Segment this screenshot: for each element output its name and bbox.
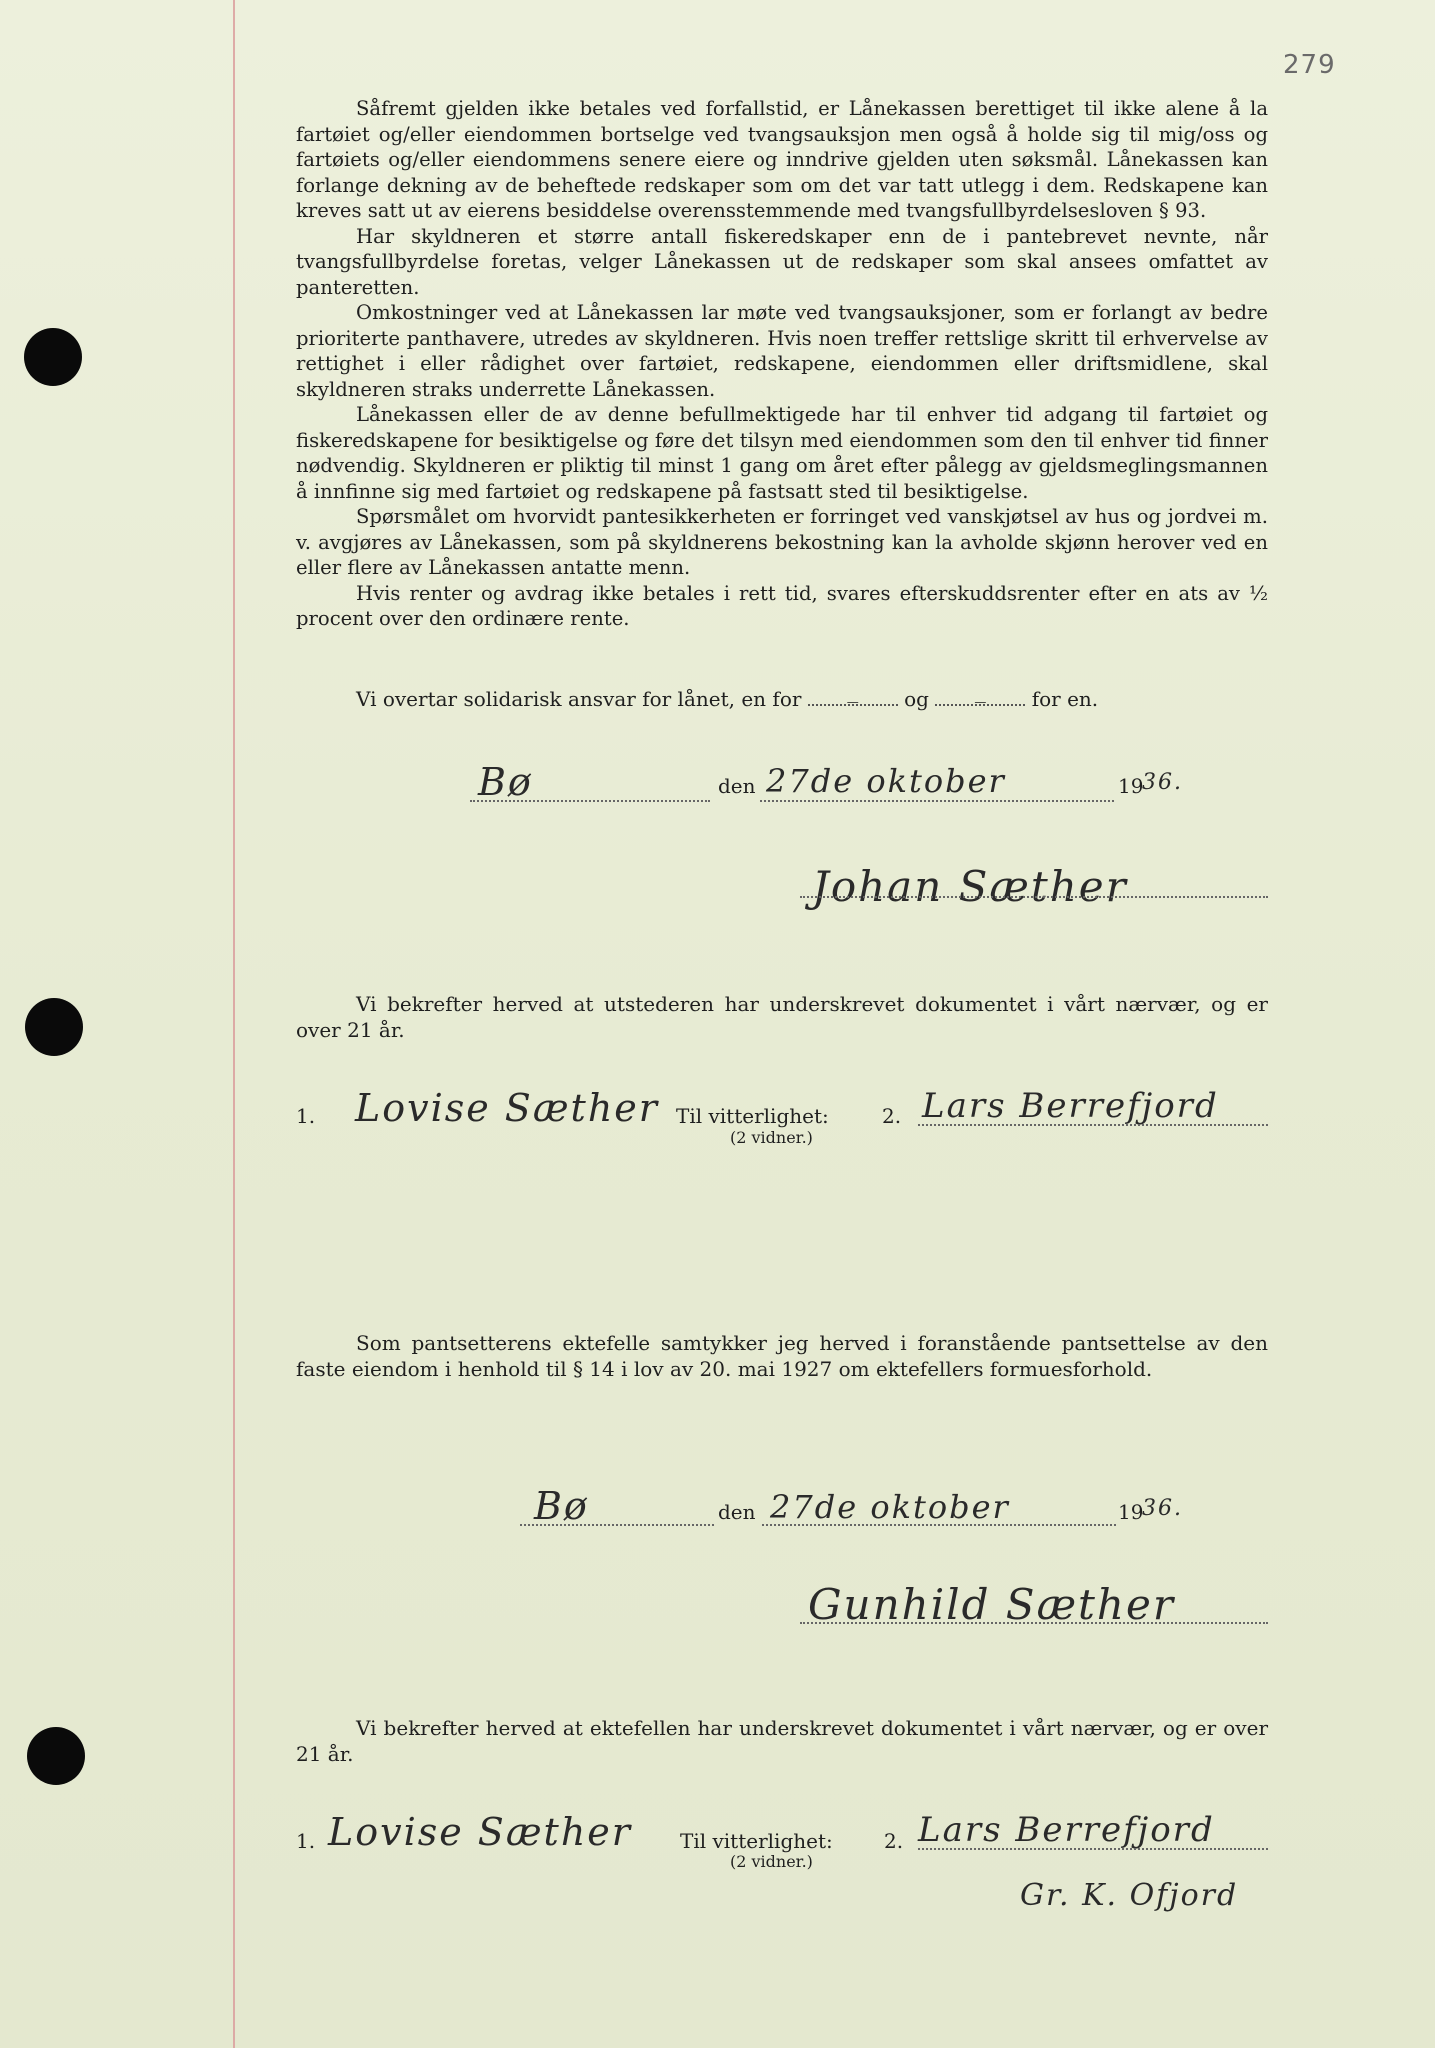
punch-hole-top [24, 328, 82, 386]
den-label-1: den [718, 774, 756, 798]
signature-1: Johan Sæther [812, 862, 1128, 911]
place-line-2 [520, 1524, 714, 1526]
signature-line-2 [800, 1622, 1268, 1624]
signature-line-1 [800, 896, 1268, 898]
guarantee-line [356, 687, 1276, 712]
terms-text [296, 96, 1268, 632]
witness-num-1b: 2. [882, 1104, 902, 1128]
blank-one: — [808, 690, 898, 706]
witness-1a: Lovise Sæther [355, 1086, 659, 1130]
witness-label-2: Til vitterlighet: [680, 1829, 833, 1853]
guarantee-start: Vi overtar solidarisk ansvar for lånet, en for [356, 687, 802, 711]
blank-two: — [935, 690, 1025, 706]
initials-note: Gr. K. Ofjord [1020, 1878, 1239, 1913]
witness-sub-1: (2 vidner.) [730, 1128, 813, 1147]
consent-sentence: Som pantsetterens ektefelle samtykker jeg herved i foranstående pantsettelse av den faste eiendom i henhold til § 14 i lov av 20. mai 1927 om ektefellers formuesforhold. [296, 1331, 1268, 1381]
attest-text-2 [296, 1715, 1268, 1767]
witness-line-1 [918, 1124, 1268, 1126]
paragraph-3: Omkostninger ved at Lånekassen lar møte ved tvangsauksjoner, som er forlangt av bedre prioriterte panthavere, utredes av skyldneren. Hvis noen treffer rettslige skritt til erhvervelse av rettighet i eller rådighet over fartøiet, redskapene, eiendommen eller driftsmidlene, skal skyldneren straks underrette Lånekassen. [296, 301, 1268, 401]
paragraph-5: Spørsmålet om hvorvidt pantesikkerheten er forringet ved vanskjøtsel av hus og jordvei m. v. avgjøres av Lånekassen, som på skyldnerens bekostning kan la avholde skjønn herover ved en eller flere av Lånekassen antatte menn. [296, 505, 1268, 579]
paragraph-1: Såfremt gjelden ikke betales ved forfallstid, er Lånekassen berettiget til ikke alene å la fartøiet og/eller eiendommen bortselge ved tvangsauksjon men også å holde sig til mig/oss og fartøiets og/eller eiendommens senere eiere og inndrive gjelden uten søksmål. Lånekassen kan forlange dekning av de beheftede redskaper som om det var tatt utlegg i dem. Redskapene kan kreves satt ut av eierens besiddelse overensstemmende med tvangsfullbyrdelsesloven § 93. [296, 97, 1268, 222]
witness-label-1: Til vitterlighet: [676, 1104, 829, 1128]
consent-text [296, 1330, 1268, 1382]
paragraph-2: Har skyldneren et større antall fiskeredskaper enn de i pantebrevet nevnte, når tvangsfullbyrdelse foretas, velger Lånekassen ut de redskaper som skal ansees omfattet av panteretten. [296, 224, 1268, 299]
year-suffix-2: 36. [1142, 1496, 1183, 1521]
punch-hole-bottom [27, 1727, 85, 1785]
witness-num-2a: 1. [296, 1829, 316, 1853]
place-1: Bø [478, 760, 533, 804]
witness-1b: Lars Berrefjord [922, 1086, 1219, 1126]
den-label-2: den [718, 1500, 756, 1524]
year-prefix-1: 19 [1118, 774, 1144, 798]
attest-sentence-2: Vi bekrefter herved at ektefellen har underskrevet dokumentet i vårt nærvær, og er over 21 år. [296, 1716, 1268, 1766]
witness-sub-2: (2 vidner.) [730, 1852, 813, 1871]
page-number: 279 [1283, 50, 1336, 80]
date-line-2 [762, 1524, 1116, 1526]
paragraph-4: Lånekassen eller de av denne befullmektigede har til enhver tid adgang til fartøiet og fiskeredskapene for besiktigelse og føre det tilsyn med eiendommen som den til enhver tid finner nødvendig. Skyldneren er pliktig til minst 1 gang om året efter pålegg av gjeldsmeglingsmannen å innfinne sig med fartøiet og redskapene på fastsatt sted til besiktigelse. [296, 403, 1268, 503]
punch-hole-middle [25, 998, 83, 1056]
witness-2b: Lars Berrefjord [918, 1810, 1215, 1850]
attest-text-1 [296, 991, 1268, 1043]
place-line-1 [470, 800, 710, 802]
year-suffix-1: 36. [1142, 770, 1183, 795]
paragraph-6: Hvis renter og avdrag ikke betales i rett tid, svares efterskuddsrenter efter en ats av ½ procent over den ordinære rente. [296, 581, 1268, 630]
witness-2a: Lovise Sæther [328, 1810, 632, 1854]
witness-num-1a: 1. [296, 1104, 316, 1128]
date-1: 27de oktober [766, 762, 1006, 800]
year-prefix-2: 19 [1118, 1500, 1144, 1524]
guarantee-mid: og [904, 687, 929, 711]
witness-num-2b: 2. [884, 1829, 904, 1853]
date-2: 27de oktober [770, 1488, 1010, 1526]
guarantee-end: for en. [1031, 687, 1099, 711]
witness-line-2 [918, 1848, 1268, 1850]
date-line-1 [760, 800, 1114, 802]
signature-2: Gunhild Sæther [808, 1580, 1175, 1629]
attest-sentence-1: Vi bekrefter herved at utstederen har underskrevet dokumentet i vårt nærvær, og er over 21 år. [296, 992, 1268, 1042]
place-2: Bø [534, 1484, 589, 1528]
margin-line [233, 0, 235, 2048]
